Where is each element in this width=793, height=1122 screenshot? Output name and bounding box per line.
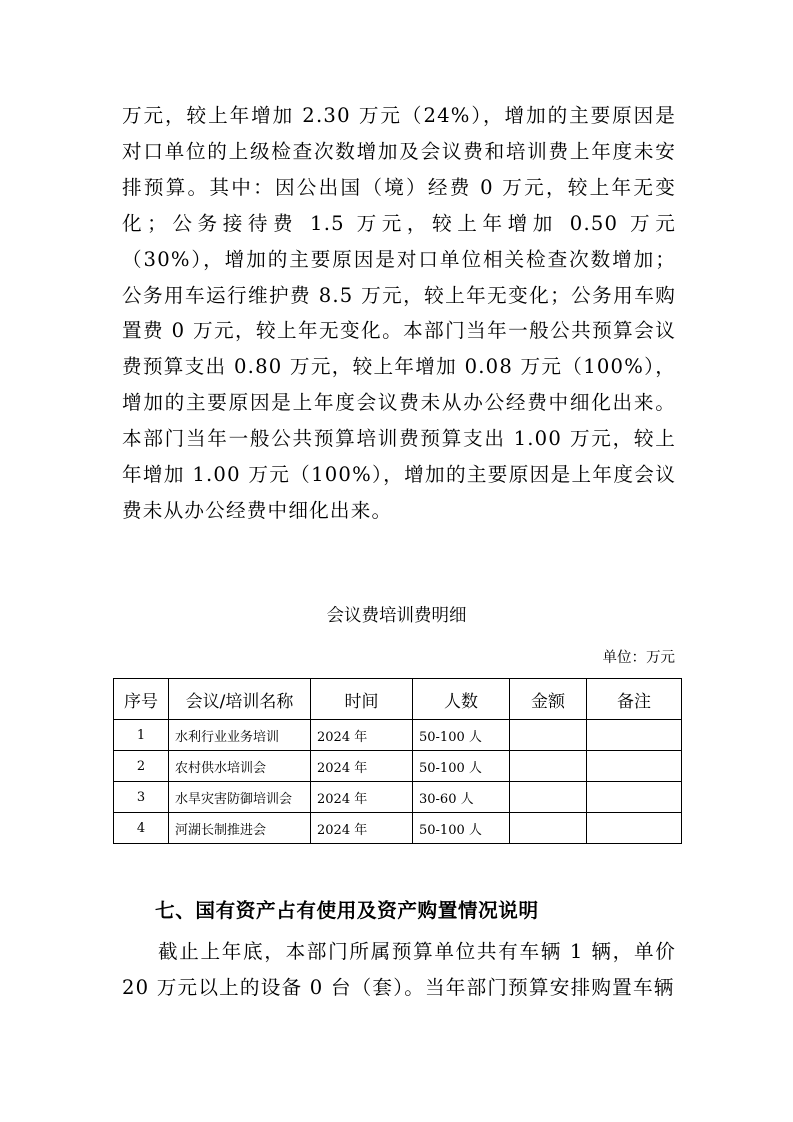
cell-people: 50-100 人 <box>413 751 510 782</box>
table-row <box>114 751 682 782</box>
body-paragraph-state-assets: 截止上年底，本部门所属预算单位共有车辆 1 辆，单价 20 万元以上的设备 0 台（套）。当年部门预算安排购置车辆 <box>122 940 676 999</box>
cell-name: 农村供水培训会 <box>169 751 311 782</box>
cell-time: 2024 年 <box>311 782 413 813</box>
cell-amount <box>510 720 587 751</box>
cell-no: 3 <box>114 782 169 813</box>
table-row <box>114 720 682 751</box>
cell-note <box>587 751 682 782</box>
body-paragraph-budget-expenses: 万元，较上年增加 2.30 万元（24%），增加的主要原因是对口单位的上级检查次数增加及会议费和培训费上年度未安排预算。其中：因公出国（境）经费 0 万元，较上年无变化；公务接待费 1.5 万元，较上年增加 0.50 万元（30%），增加的主要原因是对口单位相关检查次数增加；公务用车运行维护费 8.5 万元，较上年无变化；公务用车购置费 0 万元，较上年无变化。本部门当年一般公共预算会议费预算支出 0.80 万元，较上年增加 0.08 万元（100%），增加的主要原因是上年度会议费未从办公经费中细化出来。本部门当年一般公共预算培训费预算支出 1.00 万元，较上年增加 1.00 万元（100%），增加的主要原因是上年度会议费未从办公经费中细化出来。 <box>122 104 676 522</box>
cell-note <box>587 782 682 813</box>
meeting-training-fee-table <box>113 678 682 844</box>
column-header-amount: 金额 <box>510 679 587 720</box>
cell-name: 河湖长制推进会 <box>169 813 311 844</box>
cell-name: 水利行业业务培训 <box>169 720 311 751</box>
cell-no: 2 <box>114 751 169 782</box>
cell-amount <box>510 782 587 813</box>
table-row <box>114 813 682 844</box>
cell-name: 水旱灾害防御培训会 <box>169 782 311 813</box>
table-title: 会议费培训费明细 <box>326 606 467 626</box>
cell-people: 30-60 人 <box>413 782 510 813</box>
column-header-people: 人数 <box>413 679 510 720</box>
table-unit-label: 单位：万元 <box>602 650 675 666</box>
cell-no: 1 <box>114 720 169 751</box>
section-heading-state-assets: 七、国有资产占有使用及资产购置情况说明 <box>155 899 539 922</box>
column-header-note: 备注 <box>587 679 682 720</box>
cell-time: 2024 年 <box>311 720 413 751</box>
cell-no: 4 <box>114 813 169 844</box>
cell-note <box>587 813 682 844</box>
cell-amount <box>510 813 587 844</box>
column-header-time: 时间 <box>311 679 413 720</box>
cell-note <box>587 720 682 751</box>
column-header-no: 序号 <box>114 679 169 720</box>
column-header-name: 会议/培训名称 <box>169 679 311 720</box>
table-header-row <box>114 679 682 720</box>
cell-people: 50-100 人 <box>413 720 510 751</box>
cell-amount <box>510 751 587 782</box>
table-row <box>114 782 682 813</box>
cell-time: 2024 年 <box>311 813 413 844</box>
cell-time: 2024 年 <box>311 751 413 782</box>
cell-people: 50-100 人 <box>413 813 510 844</box>
